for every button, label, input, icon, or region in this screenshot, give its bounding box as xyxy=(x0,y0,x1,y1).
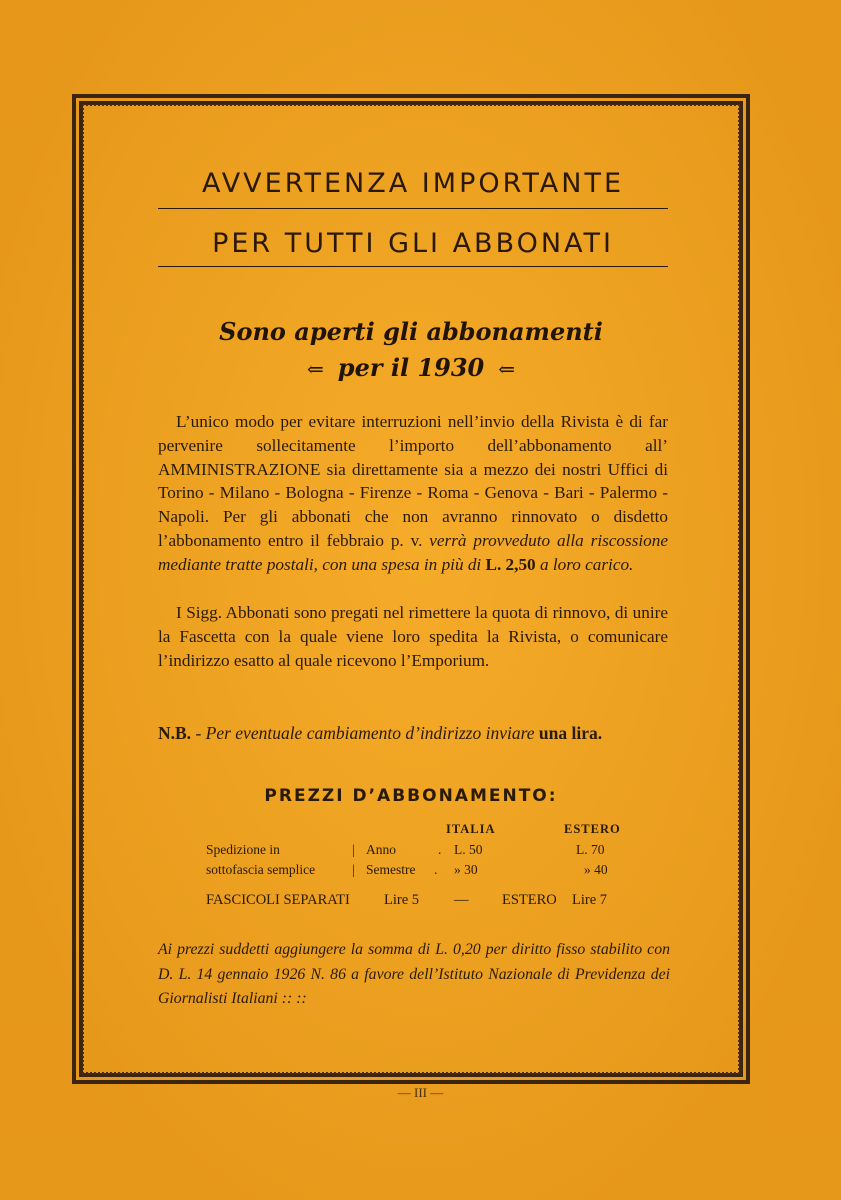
announcement-line-1: Sono aperti gli abbonamenti xyxy=(219,317,603,346)
page-number: — III — xyxy=(397,1085,444,1100)
heading-line-2: PER TUTTI GLI ABBONATI xyxy=(212,228,614,259)
separati-label: FASCICOLI SEPARATI xyxy=(206,892,350,908)
col-estero: ESTERO xyxy=(564,822,621,836)
ornament-left-icon: ⇐ xyxy=(307,357,324,381)
nb-dash: - xyxy=(191,723,206,743)
nb-amount: una lira. xyxy=(538,723,603,743)
prices-title: PREZZI D’ABBONAMENTO: xyxy=(264,786,558,806)
prices-table xyxy=(206,822,646,882)
row-brace: | xyxy=(352,862,355,877)
separati-estero: Lire 7 xyxy=(572,892,608,908)
body-p1-amount: L. 2,50 xyxy=(485,554,536,574)
body-p1-end: a loro carico. xyxy=(539,554,634,574)
row-period: Semestre xyxy=(366,862,416,877)
body-paragraph-1 xyxy=(158,410,668,577)
footnote xyxy=(158,938,670,1012)
separati-dash: — xyxy=(454,892,469,908)
announcement-line-2 xyxy=(96,353,726,382)
table-row xyxy=(206,842,646,862)
ornament-right-icon: ⇐ xyxy=(498,357,515,381)
table-row xyxy=(206,862,646,882)
footnote-text: Ai prezzi suddetti aggiungere la somma di L. 0,20 per diritto fisso stabilito con D. L. 14 gennaio 1926 N. 86 a favore dell’Istituto Nazionale di Previdenza dei Giornalisti Italiani xyxy=(158,941,670,1007)
heading-rule-2 xyxy=(158,266,668,267)
nb-note xyxy=(158,723,678,744)
row-dots: . xyxy=(434,862,438,877)
row-italia: L. 50 xyxy=(454,842,483,857)
row-dots: . xyxy=(438,842,442,857)
row-italia: » 30 xyxy=(454,862,478,877)
prices-header-row xyxy=(206,822,646,842)
row-brace: | xyxy=(352,842,355,857)
notice-content xyxy=(96,110,726,1070)
body-p1-italic: verrà provveduto alla riscossione mediante tratte postali, con una spesa in più di xyxy=(158,530,668,574)
separati-estero-label: ESTERO xyxy=(502,892,557,908)
body-paragraph-2: I Sigg. Abbonati sono pregati nel rimettere la quota di rinnovo, di unire la Fascetta con la quale viene loro spedita la Rivista, o comunicare l’indirizzo esatto al quale ricevono l’Emporium. xyxy=(158,603,668,670)
row-estero: L. 70 xyxy=(576,842,605,857)
heading-line-1: AVVERTENZA IMPORTANTE xyxy=(201,168,625,199)
col-italia: ITALIA xyxy=(446,822,496,836)
announcement-year: per il 1930 xyxy=(337,353,485,382)
footnote-end: :: :: xyxy=(281,990,307,1007)
nb-label: N.B. xyxy=(158,723,192,743)
row-label: Spedizione in xyxy=(206,842,280,857)
nb-text: Per eventuale cambiamento d’indirizzo inviare xyxy=(205,723,535,743)
body-p1-text: L’unico modo per evitare interruzioni nell’invio della Rivista è di far pervenire sollecitamente l’importo dell’abbonamento all’ AMMINISTRAZIONE sia direttamente sia a mezzo dei nostri Uffici di Torino - Milano - Bologna - Firenze - Roma - Genova - Bari - Palermo - Napoli. Per gli abbonati che non avranno rinnovato o disdetto l’abbonamento entro il febbraio p. v. xyxy=(158,412,668,550)
row-label: sottofascia semplice xyxy=(206,862,316,877)
row-estero: » 40 xyxy=(584,862,608,877)
separati-italia: Lire 5 xyxy=(384,892,420,908)
row-period: Anno xyxy=(366,842,396,857)
heading-rule-1 xyxy=(158,208,668,209)
